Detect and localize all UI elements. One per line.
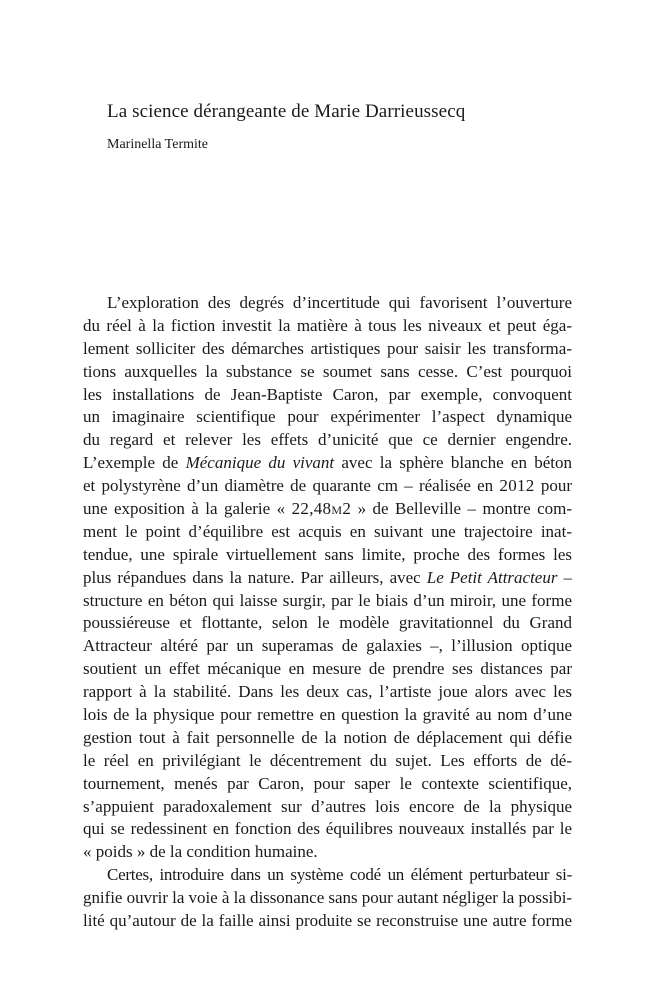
text-line: lois de la physique pour remettre en question la gravité au nom d’une [83, 705, 572, 725]
text-line: tions auxquelles la substance se soumet sans cesse. C’est pourquoi [83, 361, 572, 381]
text-line: poussiéreuse et flottante, selon le modèle gravitationnel du Grand [83, 613, 572, 633]
text-line: tournement, menés par Caron, pour saper le contexte scientifique, [83, 773, 572, 793]
text-line: lité qu’autour de la faille ainsi produite se reconstruise une autre forme [83, 911, 572, 931]
text-line: s’appuient paradoxalement sur d’autres lois encore de la physique [83, 796, 572, 816]
text-line: du réel à la fiction investit la matière à tous les niveaux et peut éga- [83, 315, 572, 335]
text-line: du regard et relever les effets d’unicité que ce dernier engendre. [83, 430, 572, 450]
text-line: Certes, introduire dans un système codé un élément perturbateur si- [107, 865, 572, 885]
text-line [83, 452, 572, 475]
text-line: L’exploration des degrés d’incertitude qui favorisent l’ouverture [107, 293, 572, 312]
text-segment: L’exemple de [83, 453, 186, 473]
text-line: structure en béton qui laisse surgir, par le biais d’un miroir, une forme [83, 590, 572, 610]
paragraph-2 [83, 864, 572, 933]
text-line [83, 498, 572, 521]
text-line [83, 475, 572, 498]
text-segment: une exposition à la galerie « [83, 499, 292, 519]
article-body [83, 292, 572, 933]
text-line: tendue, une spirale virtuellement sans limite, proche des formes les [83, 544, 572, 564]
text-segment: plus répandues dans la nature. Par ailleurs, avec [83, 567, 427, 587]
text-line: Attracteur altéré par un superamas de galaxies –, l’illusion optique [83, 636, 572, 656]
text-line: rapport à la stabilité. Dans les deux cas, l’artiste joue alors avec les [83, 682, 572, 702]
text-line: les installations de Jean-Baptiste Caron, par exemple, convoquent [83, 384, 572, 404]
text-segment: pour [534, 476, 572, 496]
gallery-name: 22,48m2 [291, 499, 352, 519]
text-line: « poids » de la condition humaine. [83, 842, 318, 862]
artwork-title: Mécanique du vivant [185, 453, 335, 473]
year-numeral: 2012 [499, 476, 535, 496]
text-segment: avec la sphère blanche en béton [334, 453, 572, 473]
text-line: le réel en privilégiant le décentrement du sujet. Les efforts de dé- [83, 750, 572, 770]
text-line [83, 567, 572, 590]
artwork-title: Le Petit Attracteur [426, 567, 558, 587]
text-segment: – [557, 567, 572, 587]
article-author: Marinella Termite [107, 137, 209, 152]
text-line: gnifie ouvrir la voie à la dissonance sans pour autant négliger la possibi- [83, 888, 572, 908]
text-line: un imaginaire scientifique pour expérimenter l’aspect dynamique [83, 407, 572, 427]
text-line: qui se redessinent en fonction des équilibres nouveaux installés par le [83, 819, 572, 839]
text-line: ment le point d’équilibre est acquis en suivant une trajectoire inat- [83, 521, 572, 541]
text-line: gestion tout à fait personnelle de la notion de déplacement qui défie [83, 727, 572, 747]
text-segment: et polystyrène d’un diamètre de quarante cm – réalisée en [83, 476, 500, 496]
text-line: soutient un effet mécanique en mesure de prendre ses distances par [83, 659, 572, 679]
paragraph-1 [83, 292, 572, 864]
article-title: La science dérangeante de Marie Darrieussecq [107, 101, 466, 122]
text-segment: » de Belleville – montre com- [351, 499, 573, 519]
text-line: lement solliciter des démarches artistiques pour saisir les transforma- [83, 338, 572, 358]
